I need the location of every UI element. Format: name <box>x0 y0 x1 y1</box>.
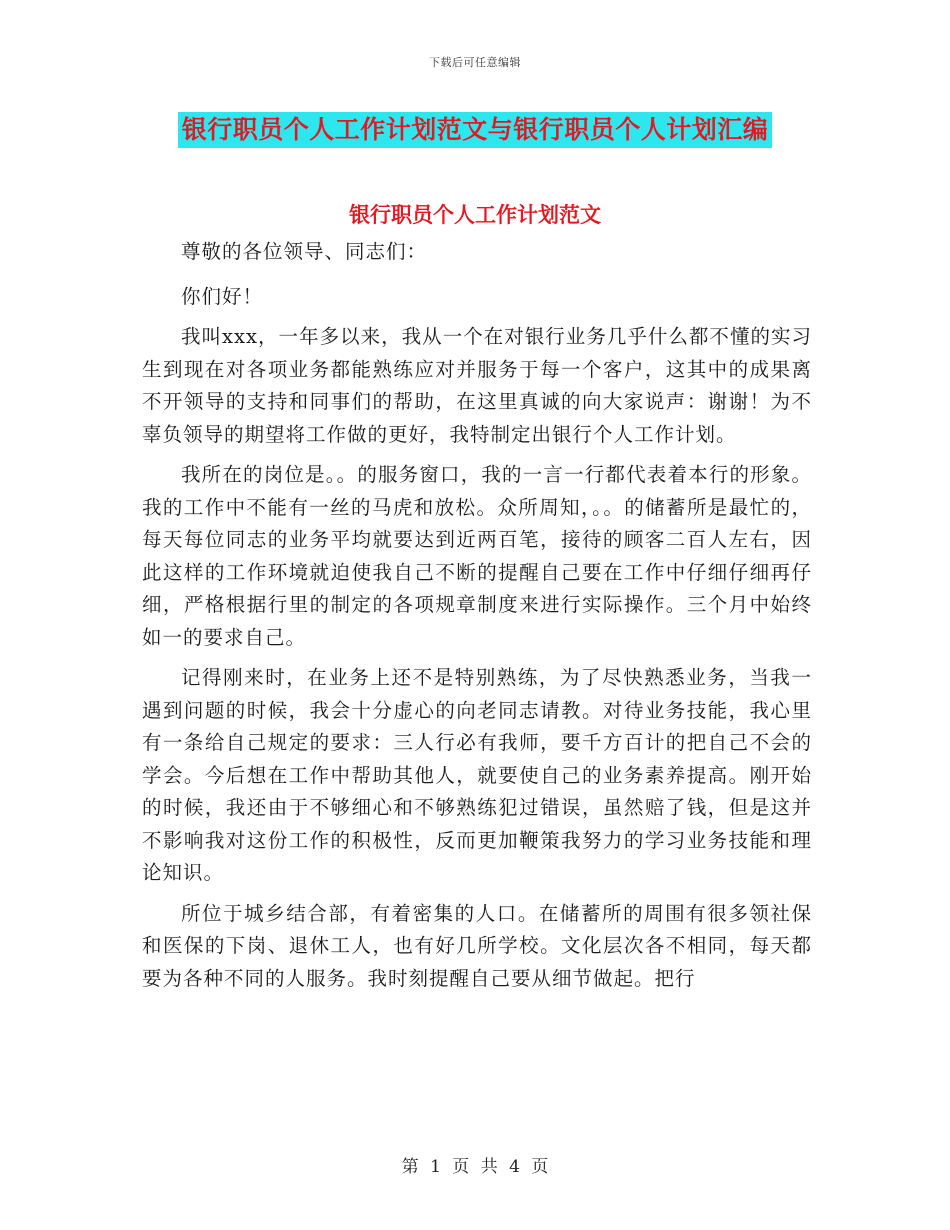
paragraph-intro: 我叫xxx，一年多以来，我从一个在对银行业务几乎什么都不懂的实习生到现在对各项业务都能熟练应对并服务于每一个客户，这其中的成果离不开领导的支持和同事们的帮助，在这里真诚的向大家说声：谢谢！为不辜负领导的期望将工作做的更好，我特制定出银行个人工作计划。 <box>142 325 812 446</box>
document-title: 银行职员个人工作计划范文与银行职员个人计划汇编 <box>178 112 773 148</box>
greeting: 你们好！ <box>181 284 264 308</box>
paragraph-location: 所位于城乡结合部，有着密集的人口。在储蓄所的周围有很多领社保和医保的下岗、退休工人，也有好几所学校。文化层次各不相同，每天都要为各种不同的人服务。我时刻提醒自己要从细节做起。把行 <box>142 901 812 990</box>
paragraph-learning: 记得刚来时，在业务上还不是特别熟练，为了尽快熟悉业务，当我一遇到问题的时候，我会十分虚心的向老同志请教。对待业务技能，我心里有一条给自己规定的要求：三人行必有我师，要千方百计的把自己不会的学会。今后想在工作中帮助其他人，就要使自己的业务素养提高。刚开始的时候，我还由于不够细心和不够熟练犯过错误，虽然赔了钱，但是这并不影响我对这份工作的积极性，反而更加鞭策我努力的学习业务技能和理论知识。 <box>142 666 812 884</box>
paragraph-position: 我所在的岗位是。。的服务窗口，我的一言一行都代表着本行的形象。我的工作中不能有一丝的马虎和放松。众所周知，。。的储蓄所是最忙的，每天每位同志的业务平均就要达到近两百笔，接待的顾客二百人左右，因此这样的工作环境就迫使我自己不断的提醒自己要在工作中仔细仔细再仔细，严格根据行里的制定的各项规章制度来进行实际操作。三个月中始终如一的要求自己。 <box>142 463 812 649</box>
salutation: 尊敬的各位领导、同志们： <box>181 240 428 263</box>
section-title: 银行职员个人工作计划范文 <box>349 202 601 227</box>
page-number-footer: 第 1 页 共 4 页 <box>401 1157 549 1177</box>
document-title-container <box>0 112 950 148</box>
document-body <box>142 220 812 995</box>
page-header-note: 下载后可任意编辑 <box>429 56 521 69</box>
